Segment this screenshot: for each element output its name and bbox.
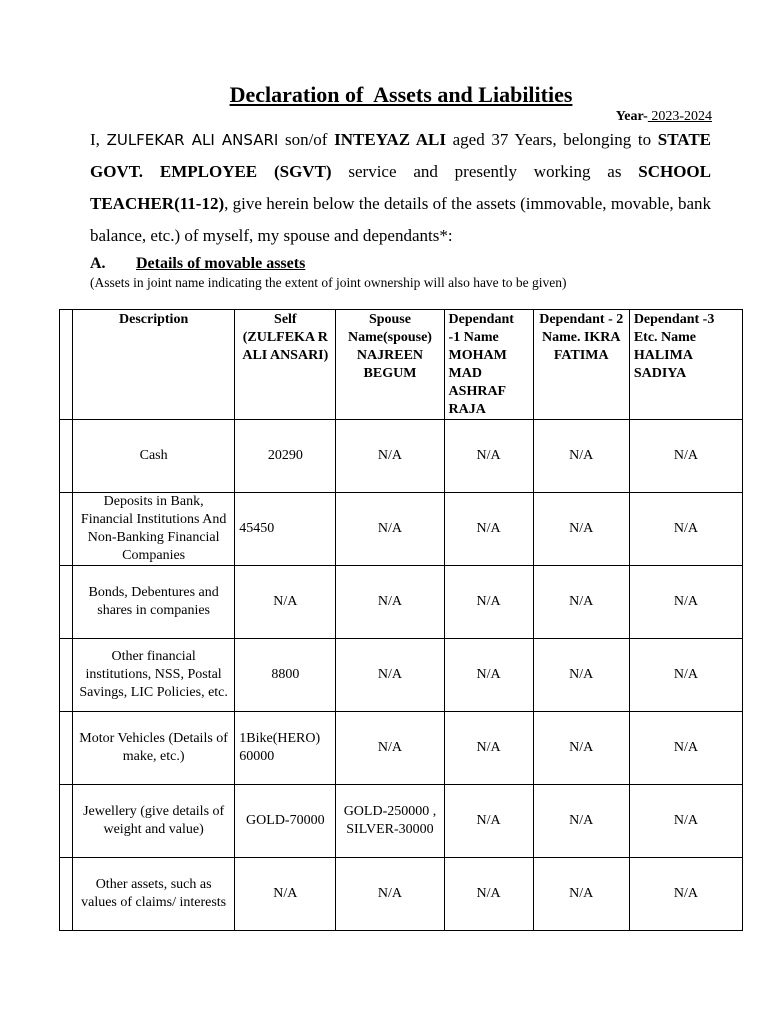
father-name: INTEYAZ ALI [334,130,446,149]
cell-dependant-1: N/A [444,858,533,931]
cell-spouse: N/A [336,566,444,639]
table-row [60,566,743,639]
cell-description: Bonds, Debentures and shares in companies [73,566,235,639]
son-of-text: son/of [278,130,335,149]
declaration-prefix: I, [90,130,107,149]
table-row [60,858,743,931]
cell-self: 45450 [235,493,336,566]
cell-spouse: N/A [336,493,444,566]
cell-description: Jewellery (give details of weight and value) [73,785,235,858]
header-spouse: Spouse Name(spouse) NAJREEN BEGUM [336,310,444,420]
cell-self: 8800 [235,639,336,712]
section-letter: A. [90,255,106,272]
cell-dependant-2: N/A [533,420,629,493]
movable-assets-table [59,309,743,931]
document-title: Declaration of Assets and Liabilities [229,82,573,107]
cell-dependant-2: N/A [533,639,629,712]
cell-spouse: N/A [336,420,444,493]
table-row [60,493,743,566]
row-blank-cell [60,785,73,858]
cell-spouse: N/A [336,712,444,785]
row-blank-cell [60,712,73,785]
cell-dependant-1: N/A [444,493,533,566]
cell-dependant-3: N/A [629,858,742,931]
cell-dependant-2: N/A [533,785,629,858]
cell-dependant-1: N/A [444,639,533,712]
year-value: 2023-2024 [647,109,712,124]
cell-dependant-1: N/A [444,566,533,639]
cell-dependant-3: N/A [629,420,742,493]
cell-self: N/A [235,858,336,931]
table-row [60,639,743,712]
year-line [616,109,712,125]
table-row [60,785,743,858]
cell-spouse: GOLD-250000 , SILVER-30000 [336,785,444,858]
row-blank-cell [60,858,73,931]
cell-dependant-1: N/A [444,420,533,493]
cell-spouse: N/A [336,858,444,931]
declaration-paragraph [90,124,711,252]
cell-dependant-1: N/A [444,785,533,858]
service-name: STATE GOVT. EMPLOYEE (SGVT) [90,130,711,181]
header-description: Description [73,310,235,420]
cell-dependant-2: N/A [533,858,629,931]
header-self: Self (ZULFEKA R ALI ANSARI) [235,310,336,420]
row-blank-cell [60,566,73,639]
cell-self: N/A [235,566,336,639]
cell-description: Other assets, such as values of claims/ interests [73,858,235,931]
cell-self: GOLD-70000 [235,785,336,858]
cell-dependant-3: N/A [629,712,742,785]
cell-dependant-3: N/A [629,493,742,566]
cell-description: Deposits in Bank, Financial Institutions And Non-Banking Financial Companies [73,493,235,566]
cell-dependant-2: N/A [533,712,629,785]
cell-dependant-3: N/A [629,566,742,639]
row-blank-cell [60,420,73,493]
header-dependant-3: Dependant -3 Etc. Name HALIMA SADIYA [629,310,742,420]
declarant-name: ZULFEKAR ALI ANSARI [106,131,279,149]
row-blank-cell [60,639,73,712]
cell-self: 20290 [235,420,336,493]
header-blank-cell [60,310,73,420]
service-text: service and presently working as [331,162,639,181]
year-label: Year- [615,109,648,124]
declaration-rest: , give herein below the details of the assets (immovable, movable, bank balance, etc.) of myself, my spouse and dependants*: [90,194,711,245]
aged-text: aged 37 Years, belonging to [445,130,658,149]
header-dependant-1: Dependant -1 Name MOHAM MAD ASHRAF RAJA [444,310,533,420]
section-title: Details of movable assets [136,255,306,272]
row-blank-cell [60,493,73,566]
cell-dependant-2: N/A [533,493,629,566]
position-name: SCHOOL TEACHER(11-12) [90,162,711,213]
cell-description: Motor Vehicles (Details of make, etc.) [73,712,235,785]
table-header-row [60,310,743,420]
cell-dependant-3: N/A [629,639,742,712]
section-heading [90,255,305,273]
table-row [60,420,743,493]
cell-self: 1Bike(HERO) 60000 [235,712,336,785]
cell-dependant-2: N/A [533,566,629,639]
cell-description: Other financial institutions, NSS, Postal Savings, LIC Policies, etc. [73,639,235,712]
cell-dependant-1: N/A [444,712,533,785]
header-dependant-2: Dependant - 2 Name. IKRA FATIMA [533,310,629,420]
cell-spouse: N/A [336,639,444,712]
table-row [60,712,743,785]
cell-description: Cash [73,420,235,493]
section-note: (Assets in joint name indicating the extent of joint ownership will also have to be given) [90,275,567,290]
cell-dependant-3: N/A [629,785,742,858]
